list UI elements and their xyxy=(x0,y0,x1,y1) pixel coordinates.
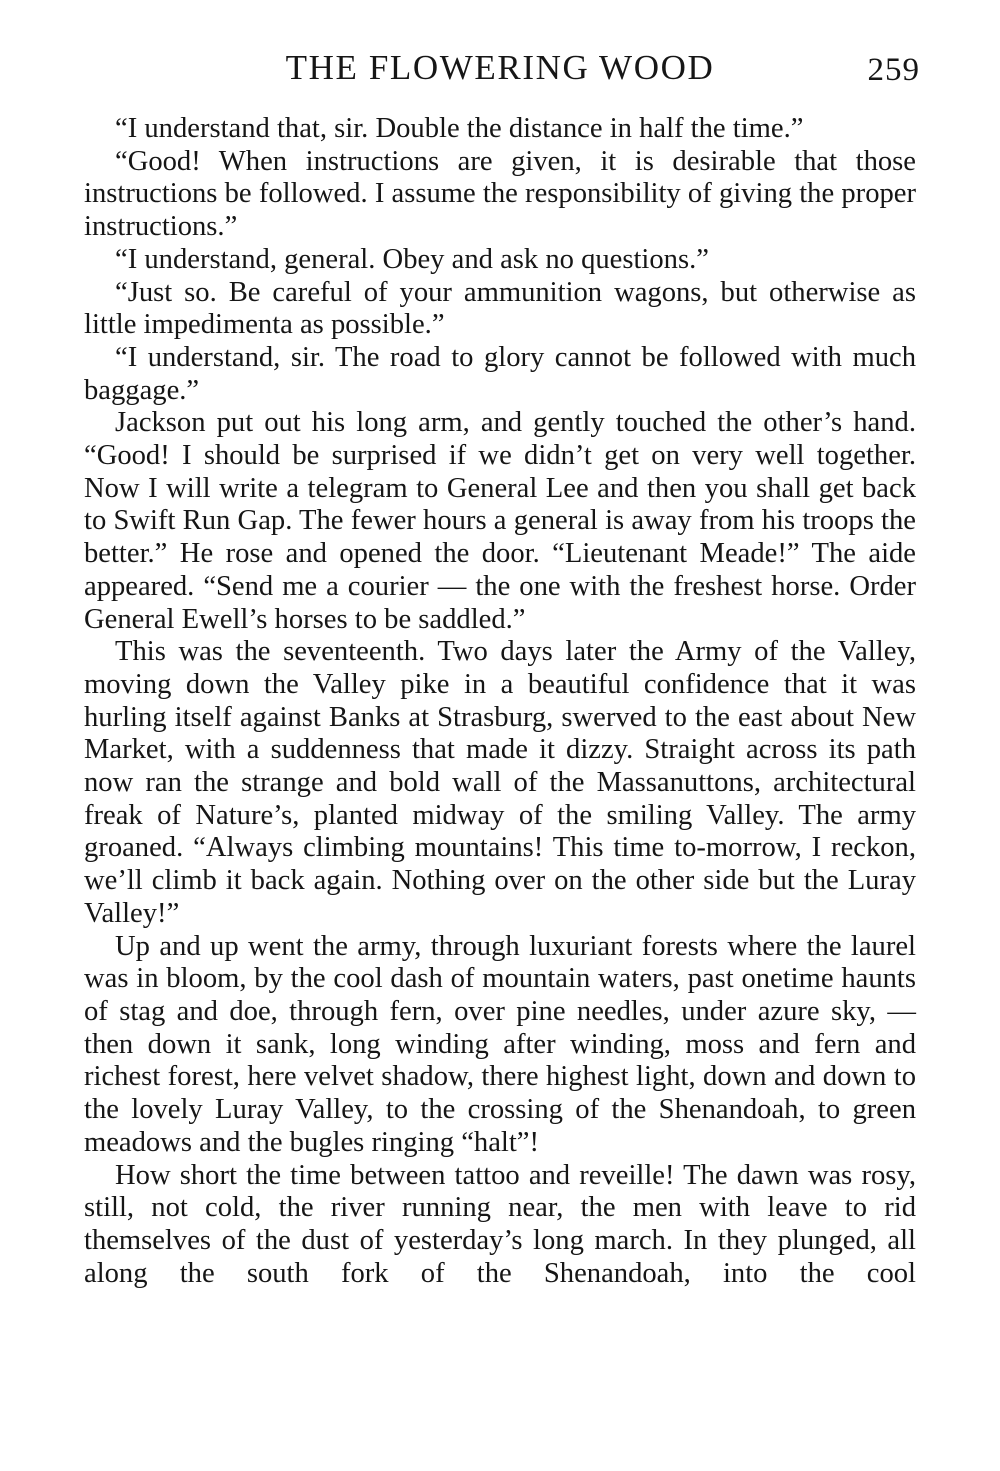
paragraph: “Good! When instructions are given, it is desirable that those instructions be followed. I assume the responsibility of giving the proper instructions.” xyxy=(84,145,916,243)
paragraph: Up and up went the army, through luxuriant forests where the laurel was in bloom, by the cool dash of mountain waters, past onetime haunts of stag and doe, through fern, over pine needles, under azure sky, — then down it sank, long winding after winding, moss and fern and richest forest, here velvet shadow, there highest light, down and down to the lovely Luray Valley, to the crossing of the Shenandoah, to green meadows and the bugles ringing “halt”! xyxy=(84,930,916,1158)
page-number: 259 xyxy=(867,52,920,88)
paragraph: How short the time between tattoo and reveille! The dawn was rosy, still, not cold, the river running near, the men with leave to rid themselves of the dust of yesterday’s long march. In they plunged, all along the south fork of the Shenandoah, into the cool xyxy=(84,1159,916,1289)
body-text xyxy=(84,113,916,1290)
running-title: THE FLOWERING WOOD xyxy=(285,48,715,87)
paragraph: “Just so. Be careful of your ammunition wagons, but otherwise as little impedimenta as possible.” xyxy=(84,276,916,341)
paragraph: “I understand that, sir. Double the distance in half the time.” xyxy=(115,113,804,144)
page-header xyxy=(84,46,920,96)
paragraph: “I understand, sir. The road to glory cannot be followed with much baggage.” xyxy=(84,341,916,406)
paragraph: Jackson put out his long arm, and gently touched the other’s hand. “Good! I should be surprised if we didn’t get on very well together. Now I will write a telegram to General Lee and then you shall get back to Swift Run Gap. The fewer hours a general is away from his troops the better.” He rose and opened the door. “Lieutenant Meade!” The aide appeared. “Send me a courier — the one with the freshest horse. Order General Ewell’s horses to be saddled.” xyxy=(84,407,916,635)
paragraph: “I understand, general. Obey and ask no questions.” xyxy=(115,243,709,275)
book-page xyxy=(84,46,920,1290)
paragraph: This was the seventeenth. Two days later the Army of the Valley, moving down the Valley pike in a beautiful confidence that it was hurling itself against Banks at Strasburg, swerved to the east about New Market, with a suddenness that made it dizzy. Straight across its path now ran the strange and bold wall of the Massanuttons, architectural freak of Nature’s, planted midway of the smiling Valley. The army groaned. “Always climbing mountains! This time to-morrow, I reckon, we’ll climb it back again. Nothing over on the other side but the Luray Valley!” xyxy=(84,636,916,929)
